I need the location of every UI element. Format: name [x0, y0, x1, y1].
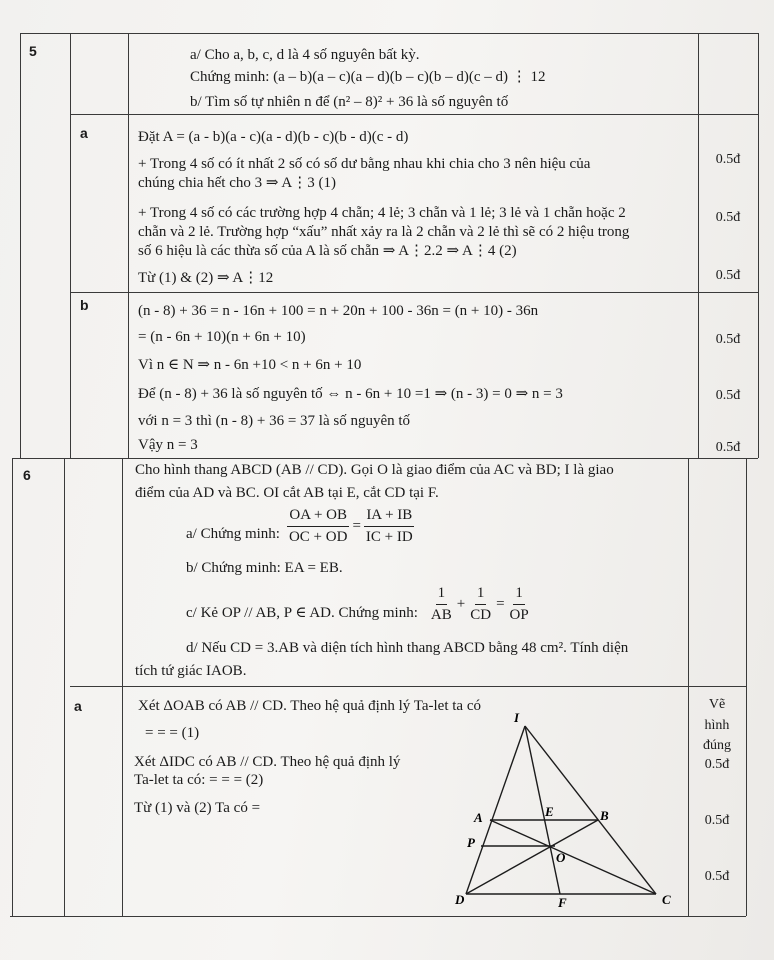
fraction	[364, 507, 415, 546]
row-divider	[70, 686, 746, 687]
score-note: đúng	[703, 738, 731, 753]
solution-line: Xét ΔIDC có AB // CD. Theo hệ quả định lý	[134, 754, 401, 770]
solution-line: + Trong 4 số có ít nhất 2 số có số dư bằng nhau khi chia cho 3 nên hiệu của	[138, 156, 591, 172]
solution-line: Xét ΔOAB có AB // CD. Theo hệ quả định lý Ta-let ta có	[138, 698, 481, 714]
row-divider	[70, 292, 758, 293]
q6-prompt-line: tích tứ giác IAOB.	[135, 663, 247, 679]
score-value: 0.5đ	[715, 210, 741, 225]
label-D: D	[455, 892, 465, 907]
q6-prompt-line: d/ Nếu CD = 3.AB và diện tích hình thang ABCD bằng 48 cm². Tính diện	[186, 640, 629, 656]
label-E: E	[545, 804, 554, 819]
denominator: OC + OD	[288, 529, 348, 545]
solution-line: = (n - 6n + 10)(n + 6n + 10)	[138, 329, 306, 345]
solution-line: Vậy n = 3	[138, 437, 198, 453]
label-O: O	[556, 850, 566, 865]
solution-line: = = = (1)	[145, 725, 200, 741]
solution-line: Để (n - 8) + 36 là số nguyên tố ⇔ n - 6n + 10 =1 ⇒ (n - 3) = 0 ⇒ n = 3	[138, 386, 563, 402]
solution-line: Ta-let ta có: = = = (2)	[134, 772, 264, 788]
q6-prompt-line: Cho hình thang ABCD (AB // CD). Gọi O là giao điểm của AC và BD; I là giao	[135, 462, 614, 478]
solution-line: chúng chia hết cho 3 ⇒ A⋮3 (1)	[138, 175, 336, 191]
denominator: AB	[430, 607, 452, 623]
column-divider	[64, 458, 65, 916]
table-border-top	[20, 33, 758, 34]
equals-sign: =	[496, 596, 505, 612]
q5-prompt-line: Chứng minh: (a – b)(a – c)(a – d)(b – c)(b – d)(c – d) ⋮ 12	[190, 69, 546, 85]
fraction	[287, 507, 349, 546]
q6a-prefix: a/ Chứng minh:	[186, 526, 280, 542]
denominator: IC + ID	[365, 529, 413, 545]
label-F: F	[558, 895, 567, 910]
q6-prompt-line: b/ Chứng minh: EA = EB.	[186, 560, 343, 576]
numerator: OA + OB	[287, 507, 349, 527]
numerator: 1	[436, 585, 448, 605]
denominator: OP	[509, 607, 529, 623]
column-divider	[688, 458, 689, 916]
row-divider	[70, 114, 758, 115]
question-number: 6	[23, 467, 31, 483]
solution-line: Đặt A = (a - b)(a - c)(a - d)(b - c)(b - d)(c - d)	[138, 129, 409, 145]
numerator: 1	[475, 585, 487, 605]
label-A: A	[474, 810, 483, 825]
score-value: 0.5đ	[715, 268, 741, 283]
question-number: 5	[29, 43, 37, 59]
label-I: I	[514, 710, 520, 725]
column-left-border	[20, 33, 21, 458]
score-value: 0.5đ	[704, 869, 730, 884]
equals-sign: =	[352, 518, 361, 534]
q6c-statement	[186, 585, 534, 624]
fraction	[508, 585, 531, 624]
part-label: a	[74, 698, 82, 714]
label-P: P	[467, 835, 475, 850]
numerator: IA + IB	[364, 507, 414, 527]
trapezoid-figure	[440, 705, 680, 915]
numerator: 1	[513, 585, 525, 605]
solution-line: số 6 hiệu là các thừa số của A là số chẵn ⇒ A⋮2.2 ⇒ A⋮4 (2)	[138, 243, 517, 259]
label-C: C	[662, 892, 671, 907]
solution-line: với n = 3 thì (n - 8) + 36 = 37 là số nguyên tố	[138, 413, 411, 429]
score-value: 0.5đ	[715, 388, 741, 403]
q5-prompt-line: a/ Cho a, b, c, d là 4 số nguyên bất kỳ.	[190, 47, 420, 63]
segment-AC	[490, 820, 656, 894]
score-value: 0.5đ	[704, 757, 730, 772]
part-label: a	[80, 125, 88, 141]
score-value: 0.5đ	[715, 440, 741, 455]
table-right-border	[746, 458, 747, 916]
solution-line: (n - 8) + 36 = n - 16n + 100 = n + 20n + 100 - 36n = (n + 10) - 36n	[138, 303, 539, 319]
column-left-border	[12, 458, 13, 916]
score-note: Vẽ	[708, 697, 726, 712]
row-divider	[12, 458, 758, 459]
solution-line: Từ (1) & (2) ⇒ A⋮12	[138, 270, 274, 286]
denominator: CD	[470, 607, 492, 623]
label-B: B	[600, 808, 609, 823]
q6c-prefix: c/ Kẻ OP // AB, P ∈ AD. Chứng minh:	[186, 605, 418, 621]
q6a-statement	[186, 507, 418, 546]
q5-prompt-line: b/ Tìm số tự nhiên n để (n² – 8)² + 36 là số nguyên tố	[190, 94, 509, 110]
score-value: 0.5đ	[704, 813, 730, 828]
solution-line: Từ (1) và (2) Ta có =	[134, 800, 261, 816]
table-border-bottom	[10, 916, 746, 917]
score-value: 0.5đ	[715, 332, 741, 347]
column-divider	[128, 33, 129, 458]
q6-prompt-line: điểm của AD và BC. OI cắt AB tại E, cắt CD tại F.	[135, 485, 439, 501]
solution-line: chẵn và 2 lẻ. Trường hợp “xấu” nhất xảy ra là 2 chẵn và 2 lẻ thì sẽ có 2 hiệu trong	[138, 224, 630, 240]
plus-sign: +	[456, 596, 466, 612]
solution-line: + Trong 4 số có các trường hợp 4 chẵn; 4 lẻ; 3 chẵn và 1 lẻ; 3 lẻ và 1 chẵn hoặc 2	[138, 205, 626, 221]
score-note: hình	[704, 718, 730, 733]
solution-line: Vì n ∈ N ⇒ n - 6n +10 < n + 6n + 10	[138, 357, 362, 373]
fraction	[468, 585, 493, 624]
segment-BD	[466, 820, 598, 894]
segment-IF	[525, 726, 560, 894]
score-value: 0.5đ	[715, 152, 741, 167]
part-label: b	[80, 297, 89, 313]
column-divider	[70, 33, 71, 458]
fraction	[429, 585, 454, 624]
column-divider	[122, 458, 123, 916]
